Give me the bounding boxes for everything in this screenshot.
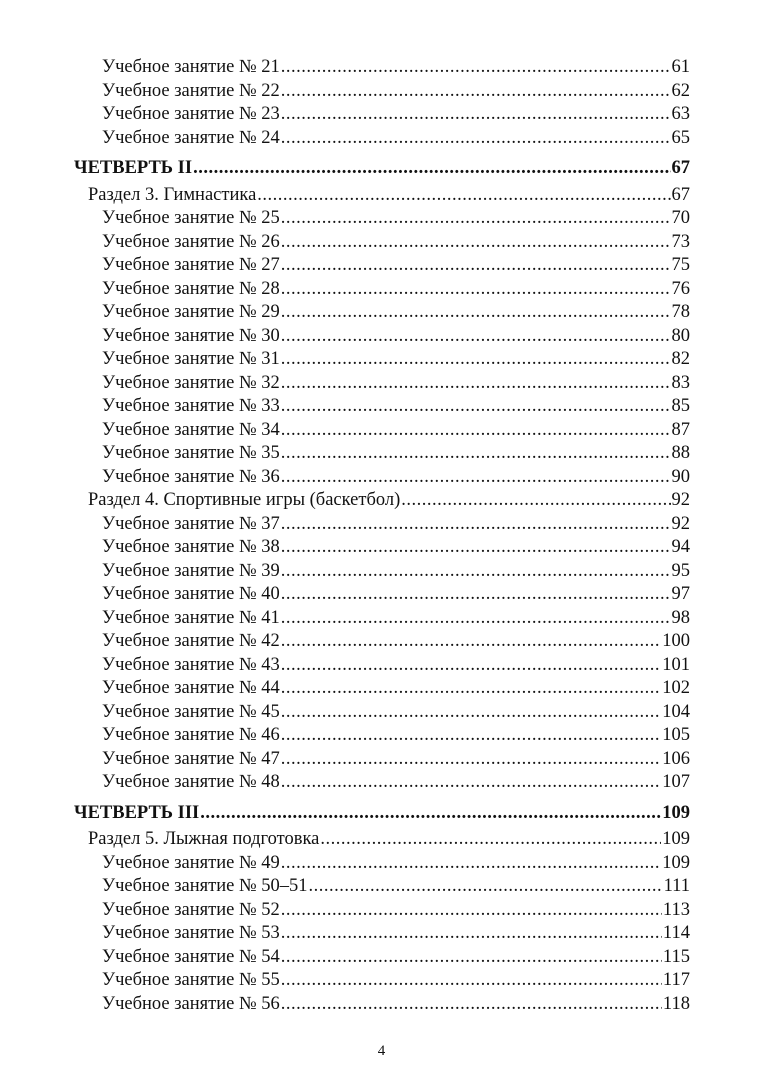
toc-entry-page: 104 — [662, 701, 690, 722]
dot-leader — [281, 583, 671, 607]
dot-leader — [281, 536, 671, 560]
toc-entry-page: 97 — [671, 584, 690, 604]
toc-entry-page: 98 — [671, 607, 690, 628]
toc-section-entry[interactable] — [74, 828, 690, 852]
dot-leader — [281, 922, 662, 946]
toc-entry-page: 115 — [662, 946, 690, 967]
page-number: 4 — [377, 1043, 386, 1059]
toc-entry-page: 65 — [671, 127, 690, 148]
toc-entry-label: Учебное занятие № 24 — [102, 127, 281, 151]
dot-leader — [281, 442, 671, 466]
dot-leader — [281, 899, 662, 923]
toc-entry-label: Учебное занятие № 41 — [102, 607, 281, 631]
toc-entry-page: 73 — [671, 231, 690, 252]
dot-leader — [281, 278, 671, 302]
toc-entry-page: 94 — [671, 537, 690, 557]
toc-entry-page: 62 — [671, 80, 690, 101]
toc-lesson-entry[interactable] — [74, 969, 690, 993]
toc-entry-label: Учебное занятие № 44 — [102, 677, 281, 701]
dot-leader — [281, 466, 671, 490]
toc-entry-label: Учебное занятие № 25 — [102, 207, 281, 231]
toc-entry-label: Учебное занятие № 22 — [102, 80, 281, 104]
toc-entry-page: 102 — [662, 678, 690, 698]
dot-leader — [281, 969, 662, 993]
dot-leader — [281, 513, 671, 537]
dot-leader — [281, 677, 661, 701]
toc-entry-page: 107 — [662, 772, 690, 792]
toc-entry-page: 63 — [671, 104, 690, 124]
toc-entry-page: 114 — [662, 923, 690, 943]
toc-entry-page: 70 — [671, 208, 690, 228]
toc-lesson-entry[interactable] — [74, 946, 690, 970]
toc-entry-label: Учебное занятие № 40 — [102, 583, 281, 607]
toc-lesson-entry[interactable] — [74, 513, 690, 537]
dot-leader — [200, 802, 661, 826]
toc-lesson-entry[interactable] — [74, 852, 690, 876]
dot-leader — [281, 395, 671, 419]
toc-entry-page: 109 — [662, 852, 690, 873]
dot-leader — [281, 771, 661, 795]
toc-entry-label: Учебное занятие № 55 — [102, 969, 281, 993]
dot-leader — [281, 946, 662, 970]
toc-entry-page: 78 — [671, 302, 690, 322]
toc-entry-label: Учебное занятие № 31 — [102, 348, 281, 372]
toc-lesson-entry[interactable] — [74, 301, 690, 325]
toc-entry-label: Учебное занятие № 29 — [102, 301, 281, 325]
toc-lesson-entry[interactable] — [74, 560, 690, 584]
dot-leader — [281, 127, 671, 151]
toc-entry-page: 118 — [662, 993, 690, 1014]
toc-entry-label: Учебное занятие № 36 — [102, 466, 281, 490]
dot-leader — [309, 875, 663, 899]
toc-lesson-entry[interactable] — [74, 325, 690, 349]
toc-lesson-entry[interactable] — [74, 701, 690, 725]
toc-lesson-entry[interactable] — [74, 442, 690, 466]
toc-entry-page: 67 — [671, 184, 690, 205]
toc-entry-page: 100 — [662, 631, 690, 651]
dot-leader — [281, 348, 671, 372]
toc-lesson-entry[interactable] — [74, 536, 690, 560]
toc-entry-label: Учебное занятие № 35 — [102, 442, 281, 466]
toc-entry-label: Учебное занятие № 54 — [102, 946, 281, 970]
toc-lesson-entry[interactable] — [74, 899, 690, 923]
dot-leader — [281, 852, 661, 876]
dot-leader — [281, 231, 671, 255]
toc-section-entry[interactable] — [74, 489, 690, 513]
dot-leader — [193, 157, 670, 181]
toc-entry-page: 117 — [662, 970, 690, 990]
dot-leader — [401, 489, 670, 513]
toc-entry-label: Учебное занятие № 42 — [102, 630, 281, 654]
toc-entry-label: Учебное занятие № 28 — [102, 278, 281, 302]
toc-lesson-entry[interactable] — [74, 630, 690, 654]
toc-entry-label: Учебное занятие № 27 — [102, 254, 281, 278]
toc-entry-page: 95 — [671, 560, 690, 581]
toc-entry-page: 109 — [662, 802, 690, 823]
toc-entry-label: Раздел 3. Гимнастика — [88, 184, 257, 208]
toc-lesson-entry[interactable] — [74, 748, 690, 772]
toc-entry-label: Учебное занятие № 45 — [102, 701, 281, 725]
toc-lesson-entry[interactable] — [74, 56, 690, 80]
toc-quarter-heading[interactable] — [74, 157, 690, 181]
toc-entry-label: Учебное занятие № 39 — [102, 560, 281, 584]
toc-lesson-entry[interactable] — [74, 607, 690, 631]
toc-entry-page: 76 — [671, 278, 690, 299]
toc-lesson-entry[interactable] — [74, 654, 690, 678]
toc-lesson-entry[interactable] — [74, 278, 690, 302]
toc-entry-label: Учебное занятие № 37 — [102, 513, 281, 537]
toc-section-entry[interactable] — [74, 184, 690, 208]
toc-entry-label: Учебное занятие № 53 — [102, 922, 281, 946]
dot-leader — [281, 207, 671, 231]
toc-entry-page: 87 — [671, 419, 690, 440]
dot-leader — [281, 630, 661, 654]
toc-lesson-entry[interactable] — [74, 724, 690, 748]
toc-entry-label: ЧЕТВЕРТЬ II — [74, 157, 193, 181]
dot-leader — [281, 654, 661, 678]
toc-lesson-entry[interactable] — [74, 466, 690, 490]
toc-entry-label: Учебное занятие № 26 — [102, 231, 281, 255]
toc-lesson-entry[interactable] — [74, 771, 690, 795]
toc-entry-page: 90 — [671, 466, 690, 487]
toc-entry-label: Учебное занятие № 30 — [102, 325, 281, 349]
toc-lesson-entry[interactable] — [74, 875, 690, 899]
toc-entry-label: Учебное занятие № 48 — [102, 771, 281, 795]
toc-lesson-entry[interactable] — [74, 395, 690, 419]
toc-entry-label: Учебное занятие № 47 — [102, 748, 281, 772]
toc-lesson-entry[interactable] — [74, 993, 690, 1017]
toc-lesson-entry[interactable] — [74, 231, 690, 255]
dot-leader — [320, 828, 661, 852]
toc-entry-label: Учебное занятие № 21 — [102, 56, 281, 80]
dot-leader — [257, 184, 670, 208]
toc-entry-label: Учебное занятие № 49 — [102, 852, 281, 876]
toc-entry-page: 105 — [662, 725, 690, 745]
toc-entry-page: 82 — [671, 349, 690, 369]
toc-entry-page: 111 — [663, 876, 690, 896]
toc-quarter-heading[interactable] — [74, 802, 690, 826]
toc-entry-page: 85 — [671, 396, 690, 416]
toc-entry-label: Учебное занятие № 32 — [102, 372, 281, 396]
toc-lesson-entry[interactable] — [74, 922, 690, 946]
toc-entry-label: Учебное занятие № 46 — [102, 724, 281, 748]
dot-leader — [281, 724, 661, 748]
toc-entry-label: Учебное занятие № 52 — [102, 899, 281, 923]
toc-lesson-entry[interactable] — [74, 80, 690, 104]
toc-entry-page: 75 — [671, 255, 690, 275]
dot-leader — [281, 325, 671, 349]
toc-entry-page: 61 — [671, 57, 690, 77]
toc-entry-page: 92 — [671, 490, 690, 510]
toc-entry-page: 67 — [671, 158, 690, 178]
dot-leader — [281, 254, 671, 278]
toc-entry-page: 113 — [662, 899, 690, 920]
toc-lesson-entry[interactable] — [74, 372, 690, 396]
toc-entry-page: 80 — [671, 325, 690, 346]
toc-lesson-entry[interactable] — [74, 419, 690, 443]
dot-leader — [281, 748, 661, 772]
toc-entry-label: Учебное занятие № 56 — [102, 993, 281, 1017]
toc-entry-page: 101 — [662, 654, 690, 675]
toc-entry-label: Учебное занятие № 43 — [102, 654, 281, 678]
toc-entry-label: ЧЕТВЕРТЬ III — [74, 802, 200, 826]
dot-leader — [281, 80, 671, 104]
toc-lesson-entry[interactable] — [74, 583, 690, 607]
toc-lesson-entry[interactable] — [74, 348, 690, 372]
dot-leader — [281, 560, 671, 584]
dot-leader — [281, 372, 671, 396]
dot-leader — [281, 103, 671, 127]
toc-entry-label: Учебное занятие № 50–51 — [102, 875, 309, 899]
toc-entry-page: 83 — [671, 372, 690, 393]
dot-leader — [281, 419, 671, 443]
toc-entry-label: Раздел 4. Спортивные игры (баскетбол) — [88, 489, 401, 513]
dot-leader — [281, 301, 671, 325]
toc-entry-label: Учебное занятие № 34 — [102, 419, 281, 443]
toc-entry-page: 109 — [662, 829, 690, 849]
toc-lesson-entry[interactable] — [74, 207, 690, 231]
table-of-contents — [74, 56, 690, 1016]
dot-leader — [281, 607, 671, 631]
dot-leader — [281, 56, 671, 80]
toc-entry-page: 106 — [662, 748, 690, 769]
toc-entry-page: 88 — [671, 443, 690, 463]
toc-entry-label: Учебное занятие № 38 — [102, 536, 281, 560]
toc-entry-label: Раздел 5. Лыжная подготовка — [88, 828, 320, 852]
toc-lesson-entry[interactable] — [74, 103, 690, 127]
toc-lesson-entry[interactable] — [74, 254, 690, 278]
toc-lesson-entry[interactable] — [74, 677, 690, 701]
dot-leader — [281, 993, 662, 1017]
toc-lesson-entry[interactable] — [74, 127, 690, 151]
toc-entry-page: 92 — [671, 513, 690, 534]
dot-leader — [281, 701, 661, 725]
toc-entry-label: Учебное занятие № 33 — [102, 395, 281, 419]
toc-entry-label: Учебное занятие № 23 — [102, 103, 281, 127]
